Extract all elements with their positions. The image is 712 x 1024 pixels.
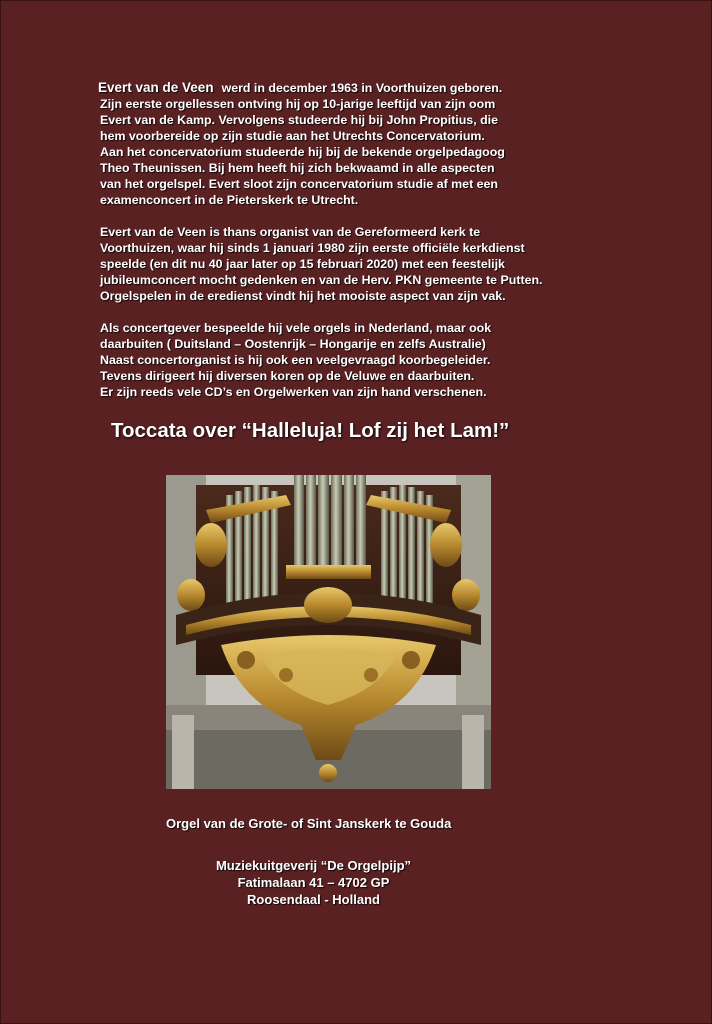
bio-line: Naast concertorganist is hij ook een veelgevraagd koorbegeleider. xyxy=(100,353,491,367)
bio-line: speelde (en dit nu 40 jaar later op 15 februari 2020) met een feestelijk xyxy=(100,257,505,271)
bio-line: Aan het concervatorium studeerde hij bij de bekende orgelpedagoog xyxy=(100,145,505,159)
publisher-street: Fatimalaan 41 – 4702 GP xyxy=(237,875,390,890)
bio-line: Er zijn reeds vele CD’s en Orgelwerken van zijn hand verschenen. xyxy=(100,385,487,399)
bio-line: Tevens dirigeert hij diversen koren op de Veluwe en daarbuiten. xyxy=(100,369,475,383)
publisher-city: Roosendaal - Holland xyxy=(247,892,380,907)
bio-line: Zijn eerste orgellessen ontving hij op 10-jarige leeftijd van zijn oom xyxy=(100,97,496,111)
bio-line: Voorthuizen, waar hij sinds 1 januari 1980 zijn eerste officiële kerkdienst xyxy=(100,241,525,255)
biography-text xyxy=(100,80,600,400)
bio-line: hem voorbereide op zijn studie aan het Utrechts Concervatorium. xyxy=(100,129,485,143)
bio-line: Theo Theunissen. Bij hem heeft hij zich bekwaamd in alle aspecten xyxy=(100,161,495,175)
bio-first-line xyxy=(100,80,600,96)
bio-line: Als concertgever bespeelde hij vele orgels in Nederland, maar ook xyxy=(100,321,492,335)
bio-line: Evert van de Veen is thans organist van de Gereformeerd kerk te xyxy=(100,225,481,239)
bio-line: Orgelspelen in de eredienst vindt hij het mooiste aspect van zijn vak. xyxy=(100,289,506,303)
bio-line: van het orgelspel. Evert sloot zijn concervatorium studie af met een xyxy=(100,177,498,191)
paragraph-gap xyxy=(100,208,600,224)
photo-caption: Orgel van de Grote- of Sint Janskerk te Gouda xyxy=(166,816,452,831)
paragraph-gap xyxy=(100,304,600,320)
bio-line: jubileumconcert mocht gedenken en van de Herv. PKN gemeente te Putten. xyxy=(100,273,543,287)
bio-line: Evert van de Kamp. Vervolgens studeerde hij bij John Propitius, die xyxy=(100,113,498,127)
publisher-name: Muziekuitgeverij “De Orgelpijp” xyxy=(215,858,412,873)
bio-first-line-rest: werd in december 1963 in Voorthuizen geboren. xyxy=(221,81,503,95)
publisher-address xyxy=(191,857,436,908)
bio-name: Evert van de Veen xyxy=(98,80,214,95)
organ-photo xyxy=(166,475,491,789)
bio-line: daarbuiten ( Duitsland – Oostenrijk – Hongarije en zelfs Australie) xyxy=(100,337,486,351)
bio-line: examenconcert in de Pieterskerk te Utrecht. xyxy=(100,193,359,207)
organ-illustration xyxy=(166,475,491,789)
piece-title: Toccata over “Halleluja! Lof zij het Lam!” xyxy=(111,419,510,442)
